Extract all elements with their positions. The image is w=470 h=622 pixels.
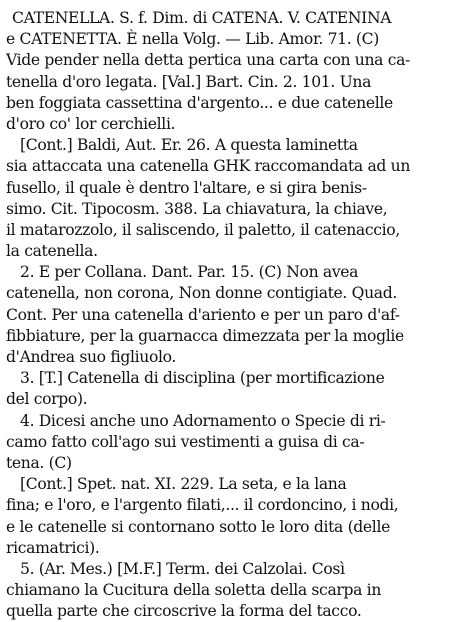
entry-line: 4. Dicesi anche uno Adornamento o Specie di ri- [20,411,386,430]
entry-line: Cont. Per una catenella d'ariento e per un paro d'af- [6,305,400,324]
entry-line: fina; e l'oro, e l'argento filati,... il cordoncino, i nodi, [6,496,399,515]
entry-line: catenella, non corona, Non donne contigiate. Quad. [6,284,397,303]
entry-line: camo fatto coll'ago sui vestimenti a guisa di ca- [6,432,365,451]
entry-line: fusello, il quale è dentro l'altare, e si gira benis- [6,178,367,197]
entry-line: [Cont.] Baldi, Aut. Er. 26. A questa laminetta [20,136,358,155]
entry-line: 3. [T.] Catenella di disciplina (per mortificazione [20,369,385,388]
entry-line: CATENELLA. S. f. Dim. di CATENA. V. CATENINA [12,9,392,27]
entry-line: sia attaccata una catenella GHK raccomandata ad un [6,157,411,176]
entry-line: chiamano la Cucitura della soletta della scarpa in [6,581,382,600]
entry-line: quella parte che circoscrive la forma del tacco. [6,602,362,621]
entry-line: tena. (C) [6,453,72,472]
entry-line: d'Andrea suo figliuolo. [6,348,177,366]
entry-line: d'oro co' lor cerchielli. [6,114,176,133]
entry-line: 2. E per Collana. Dant. Par. 15. (C) Non avea [20,263,359,282]
entry-line: e le catenelle si contornano sotto le loro dita (delle [6,517,390,536]
entry-line: ben foggiata cassettina d'argento... e due catenelle [6,93,393,112]
entry-line: tenella d'oro legata. [Val.] Bart. Cin. 2. 101. Una [6,72,372,91]
entry-line: il matarozzolo, il saliscendo, il paletto, il catenaccio, [6,220,400,239]
entry-line: la catenella. [6,242,98,261]
entry-line: [Cont.] Spet. nat. XI. 229. La seta, e la lana [20,475,347,494]
entry-line: del corpo). [6,390,88,409]
entry-line: ricamatrici). [6,538,100,557]
entry-line: e CATENETTA. È nella Volg. — Lib. Amor. 71. (C) [6,30,379,49]
entry-line: Vide pender nella detta pertica una carta con una ca- [6,51,410,70]
entry-line: fibbiature, per la guarnacca dimezzata per la moglie [6,326,404,345]
entry-line: 5. (Ar. Mes.) [M.F.] Term. dei Calzolai. Così [20,559,345,578]
entry-line: simo. Cit. Tipocosm. 388. La chiavatura, la chiave, [6,199,388,218]
